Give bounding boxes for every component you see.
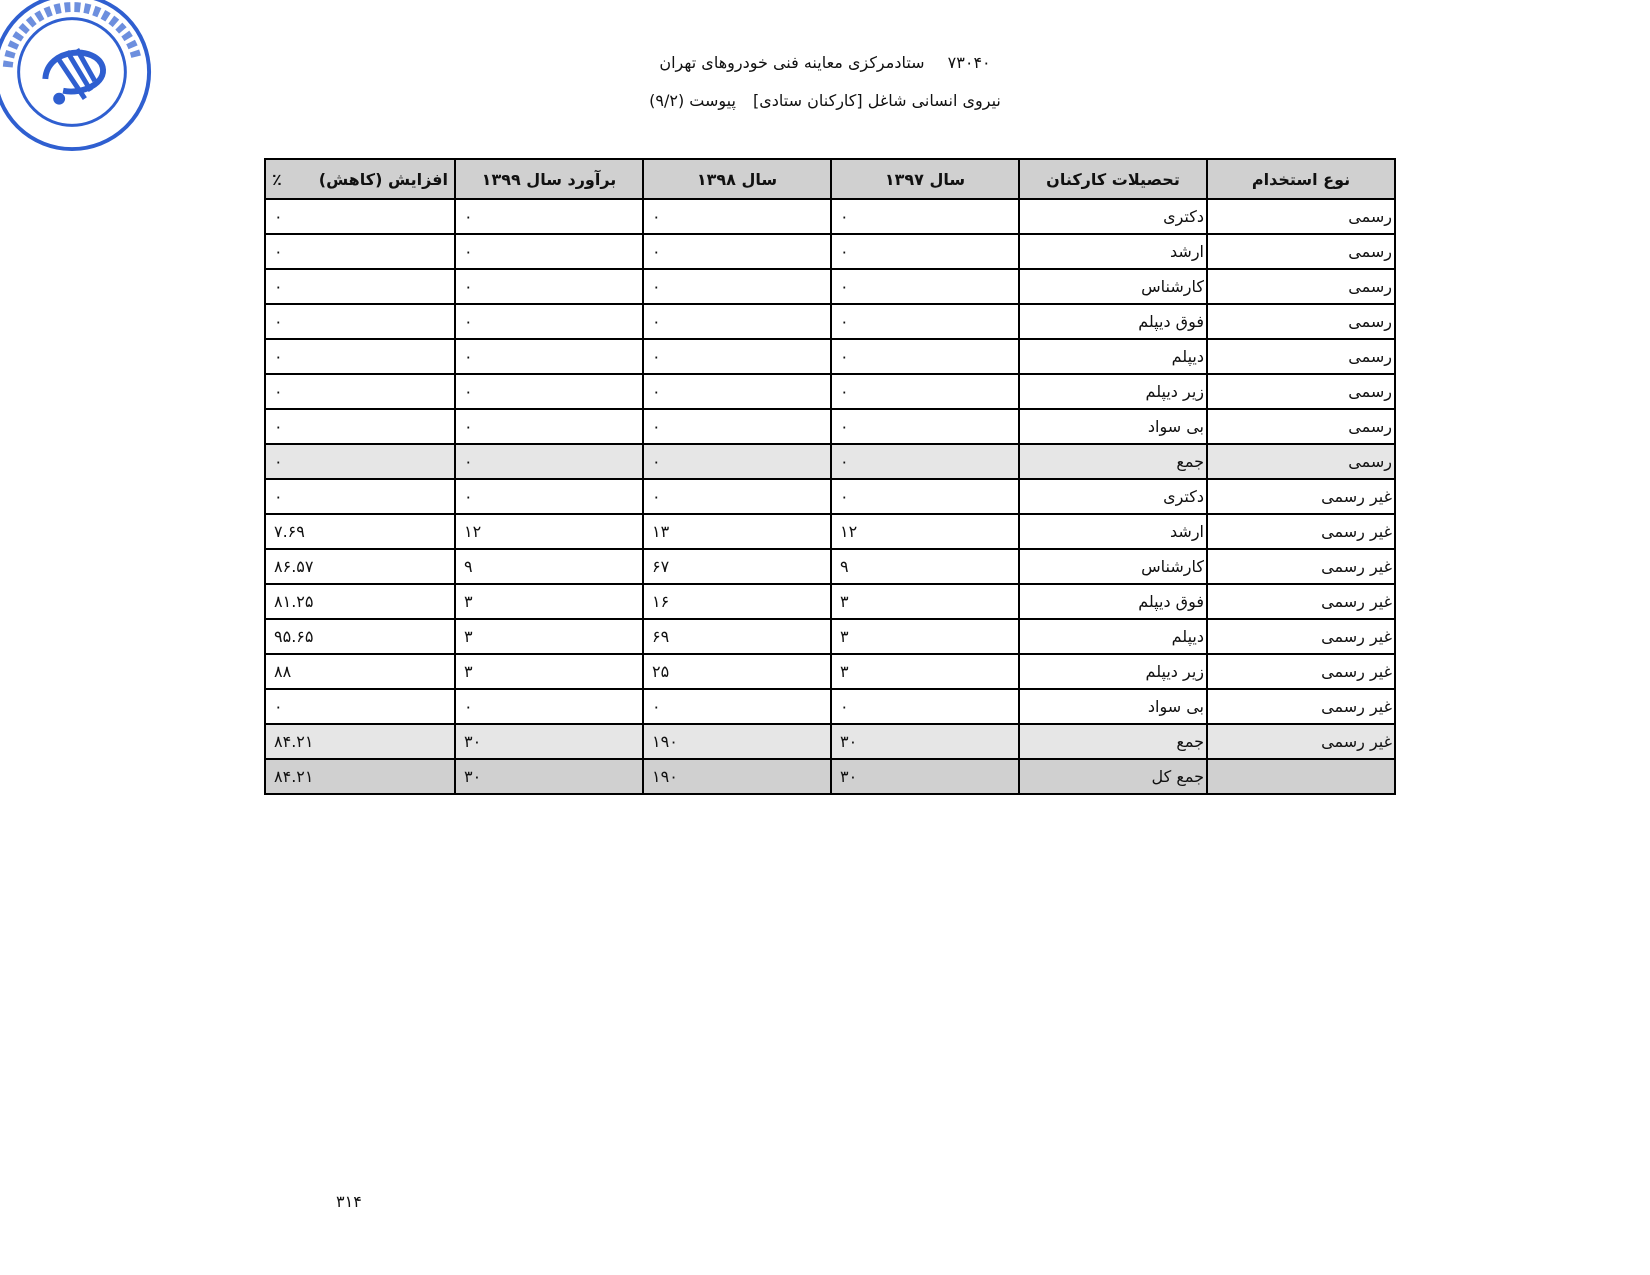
cell-change: ۰ — [265, 269, 455, 304]
cell-est1399: ۱۲ — [455, 514, 643, 549]
cell-y1397: ۳ — [831, 619, 1019, 654]
cell-change: ۰ — [265, 339, 455, 374]
header-title-line — [0, 53, 1650, 72]
cell-change: ۹۵.۶۵ — [265, 619, 455, 654]
cell-education: کارشناس — [1019, 269, 1207, 304]
cell-y1397: ۰ — [831, 409, 1019, 444]
cell-change: ۰ — [265, 689, 455, 724]
cell-education: ارشد — [1019, 514, 1207, 549]
cell-education: فوق دیپلم — [1019, 584, 1207, 619]
table-row — [265, 549, 1395, 584]
col-header-1398: سال ۱۳۹۸ — [643, 159, 831, 199]
col-header-change-label: افزایش (کاهش) — [318, 169, 448, 189]
cell-change: ۷.۶۹ — [265, 514, 455, 549]
cell-y1398: ۰ — [643, 339, 831, 374]
cell-type: رسمی — [1207, 234, 1395, 269]
cell-y1397: ۳ — [831, 654, 1019, 689]
cell-y1397: ۰ — [831, 444, 1019, 479]
cell-est1399: ۰ — [455, 199, 643, 234]
grand-total-y1397: ۳۰ — [831, 759, 1019, 794]
grand-total-label: جمع کل — [1019, 759, 1207, 794]
table-row — [265, 689, 1395, 724]
col-header-type: نوع استخدام — [1207, 159, 1395, 199]
cell-y1398: ۰ — [643, 409, 831, 444]
cell-type: رسمی — [1207, 444, 1395, 479]
col-header-change-unit: ٪ — [272, 169, 282, 189]
cell-est1399: ۹ — [455, 549, 643, 584]
cell-education: دیپلم — [1019, 619, 1207, 654]
cell-y1398: ۰ — [643, 199, 831, 234]
table-row — [265, 584, 1395, 619]
cell-type: غیر رسمی — [1207, 549, 1395, 584]
cell-y1397: ۰ — [831, 304, 1019, 339]
cell-change: ۰ — [265, 234, 455, 269]
cell-education: جمع — [1019, 724, 1207, 759]
table-row — [265, 374, 1395, 409]
table-row — [265, 234, 1395, 269]
table-row — [265, 269, 1395, 304]
cell-type: غیر رسمی — [1207, 654, 1395, 689]
table-row — [265, 654, 1395, 689]
cell-est1399: ۰ — [455, 409, 643, 444]
cell-type — [1207, 759, 1395, 794]
header-subtitle-line — [0, 91, 1650, 110]
cell-type: رسمی — [1207, 409, 1395, 444]
cell-y1397: ۳۰ — [831, 724, 1019, 759]
cell-est1399: ۰ — [455, 304, 643, 339]
cell-y1398: ۰ — [643, 444, 831, 479]
table-row — [265, 479, 1395, 514]
cell-type: غیر رسمی — [1207, 514, 1395, 549]
cell-y1398: ۰ — [643, 374, 831, 409]
cell-education: بی سواد — [1019, 689, 1207, 724]
cell-est1399: ۰ — [455, 374, 643, 409]
cell-y1397: ۰ — [831, 689, 1019, 724]
grand-total-est1399: ۳۰ — [455, 759, 643, 794]
cell-education: بی سواد — [1019, 409, 1207, 444]
cell-education: دکتری — [1019, 199, 1207, 234]
grand-total-row — [265, 759, 1395, 794]
header-annex: پیوست (۹/۲) — [649, 91, 736, 110]
header-title: ستادمرکزی معاینه فنی خودروهای تهران — [659, 53, 925, 72]
header-subtitle: نیروی انسانی شاغل [کارکنان ستادی] — [753, 91, 1001, 110]
cell-y1398: ۱۶ — [643, 584, 831, 619]
cell-est1399: ۳ — [455, 584, 643, 619]
table-row — [265, 724, 1395, 759]
cell-type: غیر رسمی — [1207, 584, 1395, 619]
cell-y1398: ۰ — [643, 304, 831, 339]
table-row — [265, 199, 1395, 234]
table-row — [265, 304, 1395, 339]
cell-est1399: ۰ — [455, 339, 643, 374]
cell-y1398: ۰ — [643, 269, 831, 304]
cell-est1399: ۰ — [455, 689, 643, 724]
cell-est1399: ۰ — [455, 234, 643, 269]
col-header-education: تحصیلات کارکنان — [1019, 159, 1207, 199]
cell-y1398: ۱۹۰ — [643, 724, 831, 759]
cell-type: غیر رسمی — [1207, 689, 1395, 724]
cell-y1397: ۰ — [831, 269, 1019, 304]
header-code: ۷۳۰۴۰ — [947, 53, 991, 72]
cell-change: ۸۴.۲۱ — [265, 724, 455, 759]
table-row — [265, 409, 1395, 444]
cell-type: رسمی — [1207, 199, 1395, 234]
cell-change: ۰ — [265, 304, 455, 339]
cell-y1397: ۰ — [831, 339, 1019, 374]
cell-type: غیر رسمی — [1207, 619, 1395, 654]
cell-education: کارشناس — [1019, 549, 1207, 584]
cell-education: زیر دیپلم — [1019, 374, 1207, 409]
cell-type: غیر رسمی — [1207, 724, 1395, 759]
cell-type: غیر رسمی — [1207, 479, 1395, 514]
table-header-row — [265, 159, 1395, 199]
cell-change: ۰ — [265, 199, 455, 234]
cell-change: ۰ — [265, 374, 455, 409]
cell-y1398: ۶۷ — [643, 549, 831, 584]
cell-est1399: ۰ — [455, 269, 643, 304]
cell-y1397: ۰ — [831, 234, 1019, 269]
cell-y1398: ۲۵ — [643, 654, 831, 689]
col-header-1397: سال ۱۳۹۷ — [831, 159, 1019, 199]
page-number: ۳۱۴ — [336, 1192, 362, 1211]
table-row — [265, 514, 1395, 549]
cell-type: رسمی — [1207, 269, 1395, 304]
cell-est1399: ۳ — [455, 619, 643, 654]
cell-change: ۸۱.۲۵ — [265, 584, 455, 619]
col-header-1399: برآورد سال ۱۳۹۹ — [455, 159, 643, 199]
table-row — [265, 444, 1395, 479]
cell-education: دیپلم — [1019, 339, 1207, 374]
staff-table — [264, 158, 1396, 795]
grand-total-y1398: ۱۹۰ — [643, 759, 831, 794]
cell-education: جمع — [1019, 444, 1207, 479]
cell-est1399: ۰ — [455, 444, 643, 479]
cell-y1398: ۱۳ — [643, 514, 831, 549]
col-header-change — [265, 159, 455, 199]
cell-education: فوق دیپلم — [1019, 304, 1207, 339]
cell-y1398: ۰ — [643, 689, 831, 724]
council-stamp-seal — [0, 0, 156, 156]
grand-total-change: ۸۴.۲۱ — [265, 759, 455, 794]
cell-y1397: ۰ — [831, 374, 1019, 409]
cell-education: زیر دیپلم — [1019, 654, 1207, 689]
cell-y1398: ۰ — [643, 234, 831, 269]
cell-y1397: ۱۲ — [831, 514, 1019, 549]
cell-y1397: ۰ — [831, 199, 1019, 234]
cell-change: ۰ — [265, 444, 455, 479]
cell-change: ۸۸ — [265, 654, 455, 689]
table-row — [265, 339, 1395, 374]
table-row — [265, 619, 1395, 654]
cell-type: رسمی — [1207, 374, 1395, 409]
cell-est1399: ۳۰ — [455, 724, 643, 759]
cell-est1399: ۰ — [455, 479, 643, 514]
cell-type: رسمی — [1207, 304, 1395, 339]
cell-change: ۸۶.۵۷ — [265, 549, 455, 584]
cell-education: ارشد — [1019, 234, 1207, 269]
cell-change: ۰ — [265, 409, 455, 444]
cell-y1397: ۰ — [831, 479, 1019, 514]
cell-y1398: ۰ — [643, 479, 831, 514]
cell-y1398: ۶۹ — [643, 619, 831, 654]
cell-est1399: ۳ — [455, 654, 643, 689]
cell-y1397: ۹ — [831, 549, 1019, 584]
cell-y1397: ۳ — [831, 584, 1019, 619]
cell-type: رسمی — [1207, 339, 1395, 374]
cell-education: دکتری — [1019, 479, 1207, 514]
cell-change: ۰ — [265, 479, 455, 514]
